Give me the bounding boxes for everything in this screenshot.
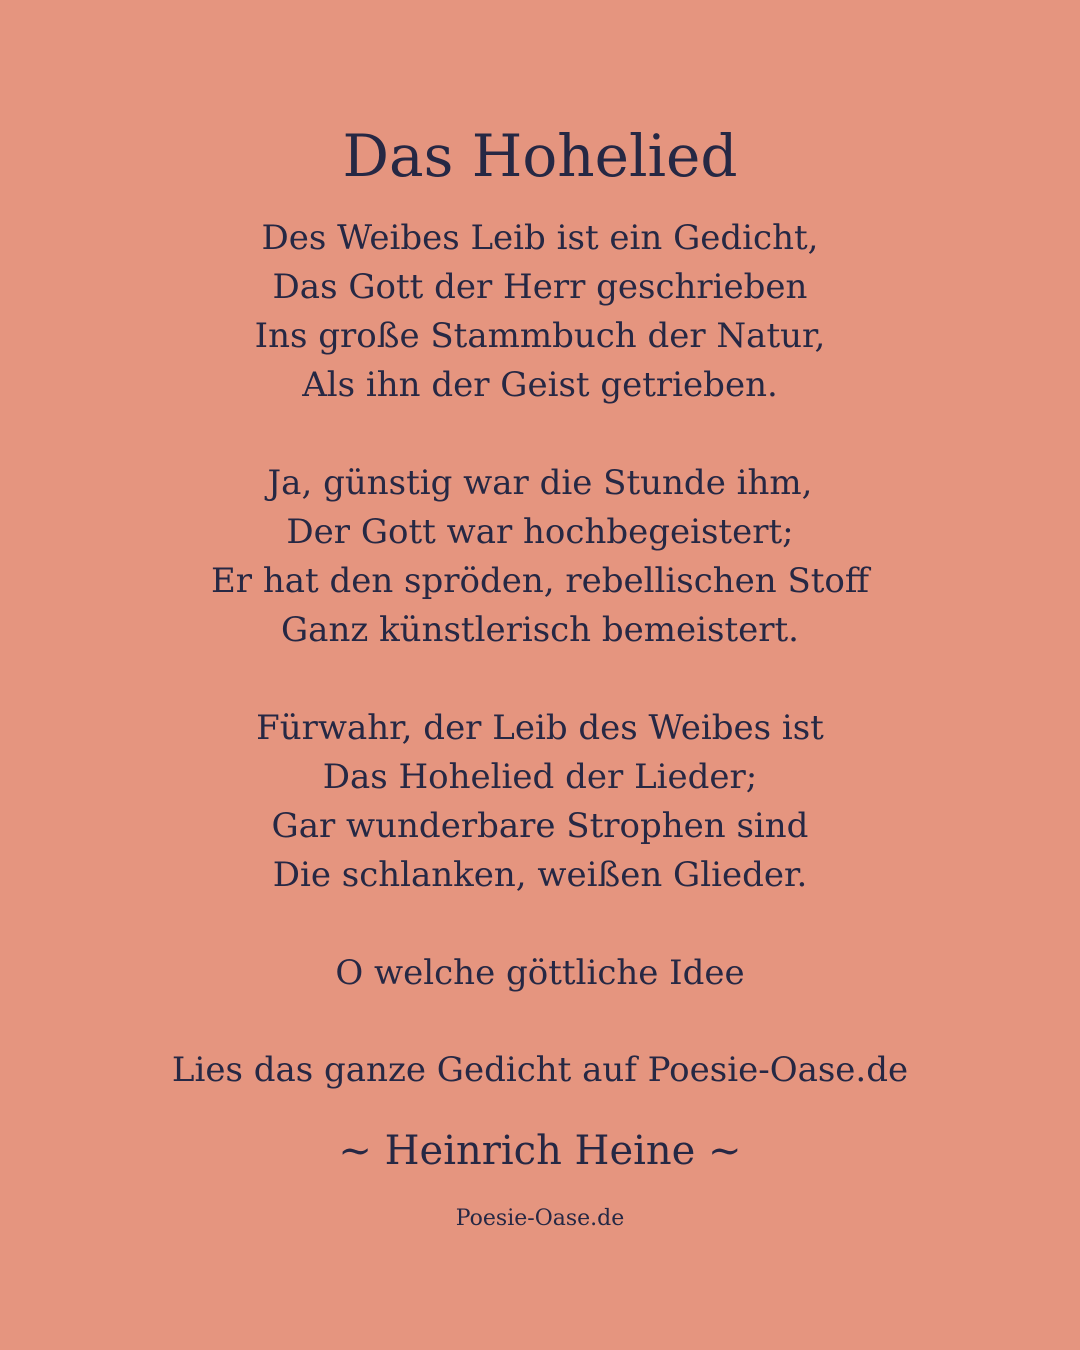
poem-line: Der Gott war hochbegeistert; [286, 512, 794, 552]
stanza-3 [0, 704, 1080, 900]
poem-line: Gar wunderbare Strophen sind [271, 806, 809, 846]
poem-line: Das Hohelied der Lieder; [322, 757, 758, 797]
read-more-text: Lies das ganze Gedicht auf Poesie-Oase.de [171, 1050, 909, 1090]
author-name: ~ Heinrich Heine ~ [338, 1128, 742, 1174]
poem-line: Das Gott der Herr geschrieben [272, 267, 808, 307]
poem-line: Fürwahr, der Leib des Weibes ist [256, 708, 824, 748]
stanza-2 [0, 459, 1080, 655]
poem-line: Ins große Stammbuch der Natur, [254, 316, 826, 356]
poem-line: Als ihn der Geist getrieben. [302, 365, 778, 405]
stanza-4 [0, 949, 1080, 998]
poem-title: Das Hohelied [342, 122, 738, 190]
stanza-1 [0, 214, 1080, 410]
brand-footer: Poesie-Oase.de [455, 1206, 625, 1231]
poem-line: Die schlanken, weißen Glieder. [272, 855, 808, 895]
poem-body [0, 214, 1080, 1047]
poem-line: Ja, günstig war die Stunde ihm, [267, 463, 813, 503]
poem-line: Er hat den spröden, rebellischen Stoff [210, 561, 870, 601]
poem-line: Ganz künstlerisch bemeistert. [281, 610, 799, 650]
poem-line: Des Weibes Leib ist ein Gedicht, [261, 218, 819, 258]
poem-line: O welche göttliche Idee [335, 953, 745, 993]
